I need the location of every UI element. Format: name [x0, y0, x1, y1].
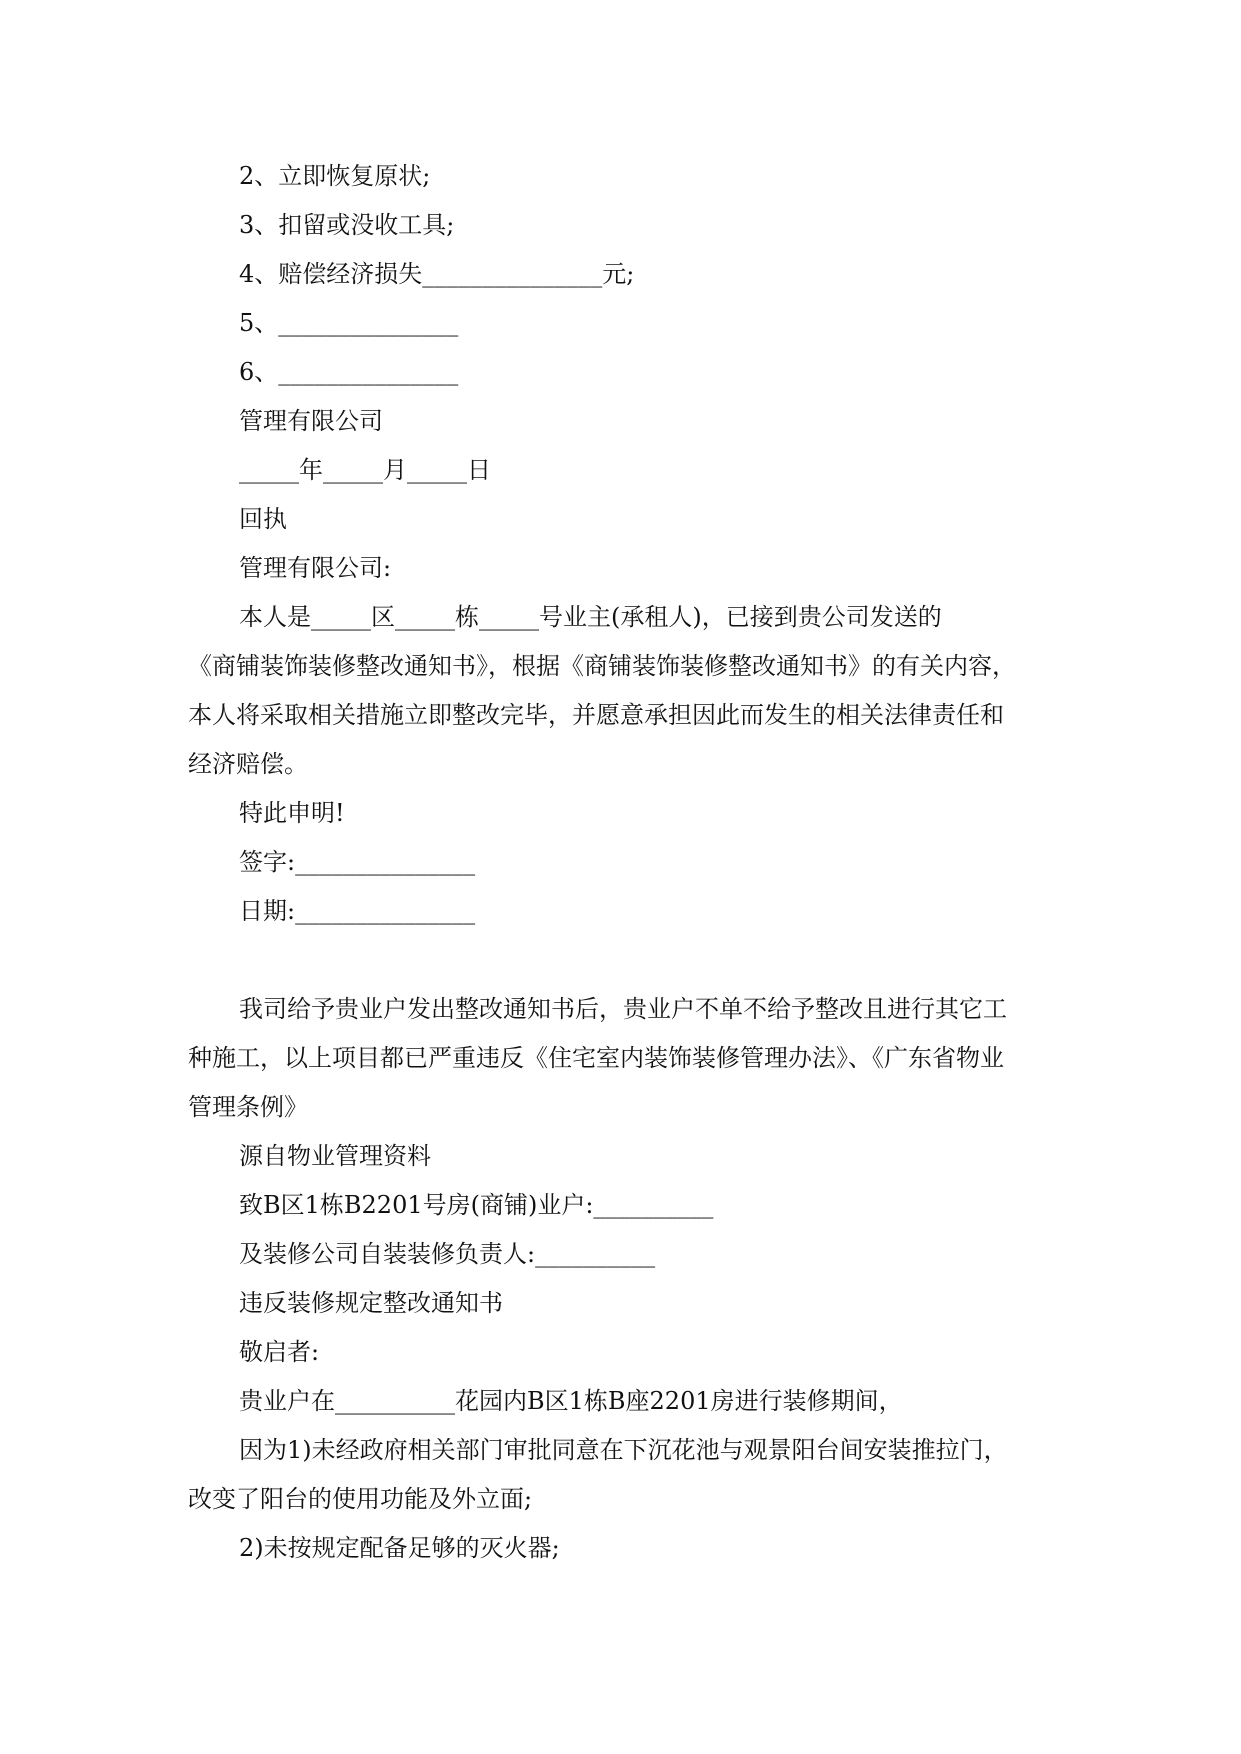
text-line: 本人是_____区_____栋_____号业主(承租人)，已接到贵公司发送的 [239, 603, 942, 631]
text-line: 源自物业管理资料 [239, 1142, 431, 1170]
date-line: _____年_____月_____日 [239, 456, 491, 484]
date-line: 日期:_______________ [239, 897, 476, 925]
text-line: 敬启者: [239, 1338, 320, 1366]
text-line: 因为1)未经政府相关部门审批同意在下沉花池与观景阳台间安装推拉门， [239, 1436, 1008, 1464]
text-line: 《商铺装饰装修整改通知书》，根据《商铺装饰装修整改通知书》的有关内容， [188, 652, 1016, 680]
signature-line: 签字:_______________ [239, 848, 476, 876]
text-line: 6、_______________ [239, 358, 459, 386]
text-line: 5、_______________ [239, 309, 459, 337]
section-title: 违反装修规定整改通知书 [239, 1289, 503, 1317]
text-line: 贵业户在__________花园内B区1栋B座2201房进行装修期间， [239, 1387, 903, 1415]
text-line: 2)未按规定配备足够的灭火器; [239, 1534, 560, 1562]
text-line: 改变了阳台的使用功能及外立面; [188, 1485, 533, 1513]
text-line: 本人将采取相关措施立即整改完毕，并愿意承担因此而发生的相关法律责任和 [188, 701, 1004, 729]
text-line: 管理有限公司 [239, 407, 383, 435]
text-line: 种施工，以上项目都已严重违反《住宅室内装饰装修管理办法》、《广东省物业 [188, 1044, 1004, 1072]
text-line: 4、赔偿经济损失_______________元; [239, 260, 635, 288]
text-line: 经济赔偿。 [188, 750, 308, 778]
section-title: 回执 [239, 505, 287, 533]
text-line: 管理条例》 [188, 1093, 308, 1121]
text-line: 及装修公司自装装修负责人:__________ [239, 1240, 656, 1268]
text-line: 3、扣留或没收工具; [239, 211, 455, 239]
text-line: 致B区1栋B2201号房(商铺)业户:__________ [239, 1191, 714, 1219]
text-line: 2、立即恢复原状; [239, 162, 431, 190]
text-line: 我司给予贵业户发出整改通知书后，贵业户不单不给予整改且进行其它工 [239, 995, 1007, 1023]
text-line: 管理有限公司: [239, 554, 392, 582]
text-line: 特此申明! [239, 799, 345, 827]
